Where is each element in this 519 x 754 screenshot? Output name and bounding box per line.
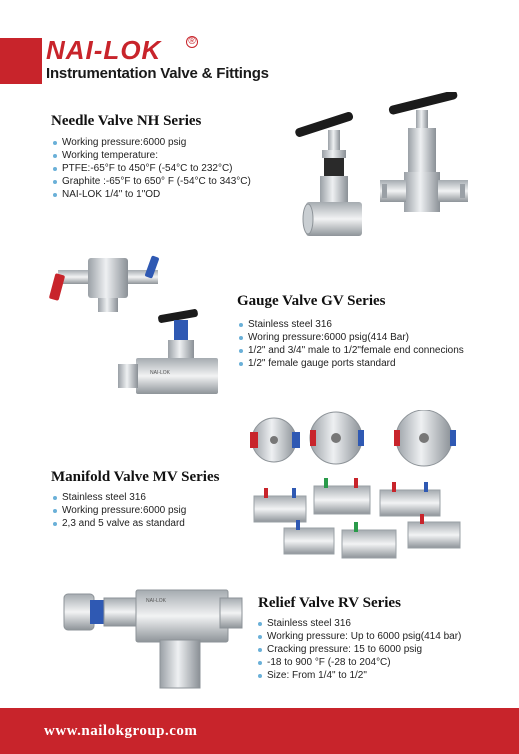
- spec-item: PTFE:-65°F to 450°F (-54°C to 232°C): [53, 162, 251, 175]
- spec-item: Graphite :-65°F to 650° F (-54°C to 343°C): [53, 175, 251, 188]
- header-red-band: [0, 38, 42, 84]
- spec-item: Working pressure:6000 psig: [53, 504, 186, 517]
- spec-item: Stainless steel 316: [239, 318, 464, 331]
- manifold-valve-image: [244, 410, 474, 570]
- page-subtitle: Instrumentation Valve & Fittings: [46, 65, 269, 82]
- gauge-valve-image: [48, 240, 228, 400]
- spec-item: Stainless steel 316: [53, 491, 186, 504]
- manifold-valve-specs: [53, 491, 186, 530]
- relief-valve-image: [60, 582, 245, 697]
- relief-valve-specs: [258, 617, 461, 682]
- relief-valve-title: Relief Valve RV Series: [258, 595, 401, 611]
- spec-item: 2,3 and 5 valve as standard: [53, 517, 186, 530]
- gauge-valve-title: Gauge Valve GV Series: [237, 293, 386, 309]
- needle-valve-specs: [53, 136, 251, 201]
- needle-valve-image: [292, 92, 472, 242]
- gauge-valve-specs: [239, 318, 464, 370]
- spec-item: Working temperature:: [53, 149, 251, 162]
- spec-item: Working pressure:6000 psig: [53, 136, 251, 149]
- footer-band: [0, 708, 519, 754]
- gauge-body-label: NAI-LOK: [150, 370, 171, 376]
- spec-item: 1/2" female gauge ports standard: [239, 357, 464, 370]
- website-link[interactable]: www.nailokgroup.com: [44, 723, 198, 739]
- spec-item: Cracking pressure: 15 to 6000 psig: [258, 643, 461, 656]
- spec-item: Woring pressure:6000 psig(414 Bar): [239, 331, 464, 344]
- relief-body-label: NAI-LOK: [146, 598, 167, 604]
- spec-item: NAI-LOK 1/4" to 1"OD: [53, 188, 251, 201]
- spec-item: -18 to 900 °F (-28 to 204°C): [258, 656, 461, 669]
- spec-item: 1/2" and 3/4" male to 1/2"female end connecions: [239, 344, 464, 357]
- registered-mark: ®: [186, 36, 198, 48]
- brand-logo: NAI-LOK: [46, 35, 162, 65]
- spec-item: Working pressure: Up to 6000 psig(414 bar): [258, 630, 461, 643]
- needle-valve-title: Needle Valve NH Series: [51, 113, 202, 129]
- spec-item: Size: From 1/4" to 1/2": [258, 669, 461, 682]
- manifold-valve-title: Manifold Valve MV Series: [51, 469, 220, 485]
- spec-item: Stainless steel 316: [258, 617, 461, 630]
